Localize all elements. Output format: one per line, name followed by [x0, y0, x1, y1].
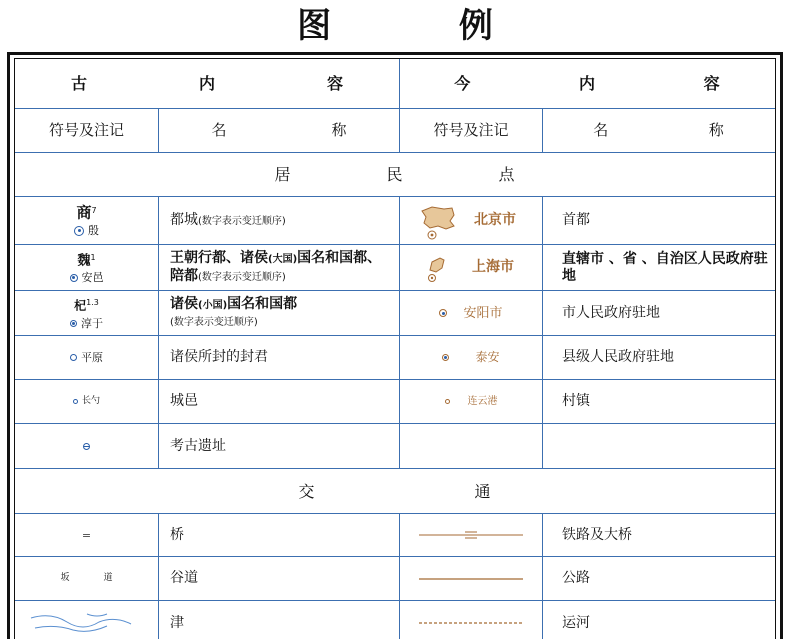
section-settlements: 居 民 点: [274, 165, 515, 184]
city-symbol-icon: [439, 309, 447, 317]
county-symbol-icon: [442, 354, 449, 361]
desc-town: 城邑: [170, 393, 198, 409]
desc-capital-modern: 首都: [562, 212, 590, 228]
desc-major-state: 王朝行都、诸侯(大国)国名和国都、 陪都(数字表示变迁顺序): [170, 249, 382, 284]
desc-county: 县级人民政府驻地: [562, 349, 674, 365]
desc-municipality: 直辖市 、省 、自治区人民政府驻地: [562, 250, 768, 284]
desc-bridge: 桥: [170, 526, 184, 543]
legend-grid: [14, 58, 776, 639]
header-ancient: 古 内 容: [70, 74, 343, 93]
desc-fief: 诸侯所封的封君: [170, 349, 268, 365]
symbol-capital: 商$^7$ 殷: [15, 197, 158, 244]
beijing-area-icon: [410, 199, 470, 243]
ferry-river-icon: [27, 608, 147, 638]
minor-state-symbol-icon: [70, 320, 77, 327]
desc-minor-state: 诸侯(小国)国名和国都 (数字表示变迁顺序): [170, 295, 298, 328]
symbol-railway: [400, 514, 542, 556]
desc-village: 村镇: [562, 393, 590, 409]
desc-valley-road: 谷道: [170, 570, 198, 586]
header-ancient-name: 名 称: [211, 121, 347, 139]
section-transport: 交 通: [298, 481, 491, 501]
desc-highway: 公路: [562, 570, 590, 586]
symbol-city: 安阳市: [400, 291, 542, 335]
symbol-bridge: =: [81, 528, 92, 542]
shanghai-area-icon: [418, 248, 478, 288]
legend-table: [7, 52, 783, 639]
symbol-town: 长勺: [15, 380, 158, 423]
railway-line-icon: [419, 529, 523, 541]
symbol-site: [15, 424, 158, 468]
desc-ferry: 津: [170, 614, 184, 631]
header-ancient-symbol: 符号及注记: [48, 121, 124, 139]
symbol-municipality: 上海市: [400, 245, 542, 290]
town-symbol-icon: [73, 399, 78, 404]
major-state-symbol-icon: [70, 274, 78, 282]
symbol-county: 泰安: [400, 336, 542, 379]
canal-line-icon: [419, 620, 523, 626]
symbol-fief: 平原: [15, 336, 158, 379]
desc-railway: 铁路及大桥: [562, 526, 632, 543]
symbol-major-state: 魏$^1$ 安邑: [15, 245, 158, 290]
symbol-village: 连云港: [400, 380, 542, 423]
symbol-capital-modern: 北京市: [400, 197, 542, 244]
header-modern-name: 名 称: [593, 121, 724, 139]
header-modern-symbol: 符号及注记: [433, 121, 509, 139]
village-symbol-icon: [445, 399, 450, 404]
desc-canal: 运河: [562, 614, 590, 631]
desc-city: 市人民政府驻地: [562, 304, 660, 321]
symbol-valley-road: 坂 道: [60, 573, 113, 583]
symbol-ferry: [15, 601, 158, 639]
capital-symbol-icon: [74, 226, 84, 236]
legend-title: 图 例: [297, 6, 551, 46]
symbol-highway: [400, 557, 542, 600]
symbol-canal: [400, 601, 542, 639]
archaeological-site-icon: [83, 443, 90, 450]
symbol-minor-state: 杞$^{1.3}$ 淳于: [15, 291, 158, 335]
desc-site: 考古遗址: [170, 437, 226, 454]
fief-symbol-icon: [70, 354, 77, 361]
desc-capital: 都城(数字表示变迁顺序): [170, 211, 286, 228]
header-modern: 今 内 容: [454, 74, 720, 93]
highway-line-icon: [419, 576, 523, 582]
